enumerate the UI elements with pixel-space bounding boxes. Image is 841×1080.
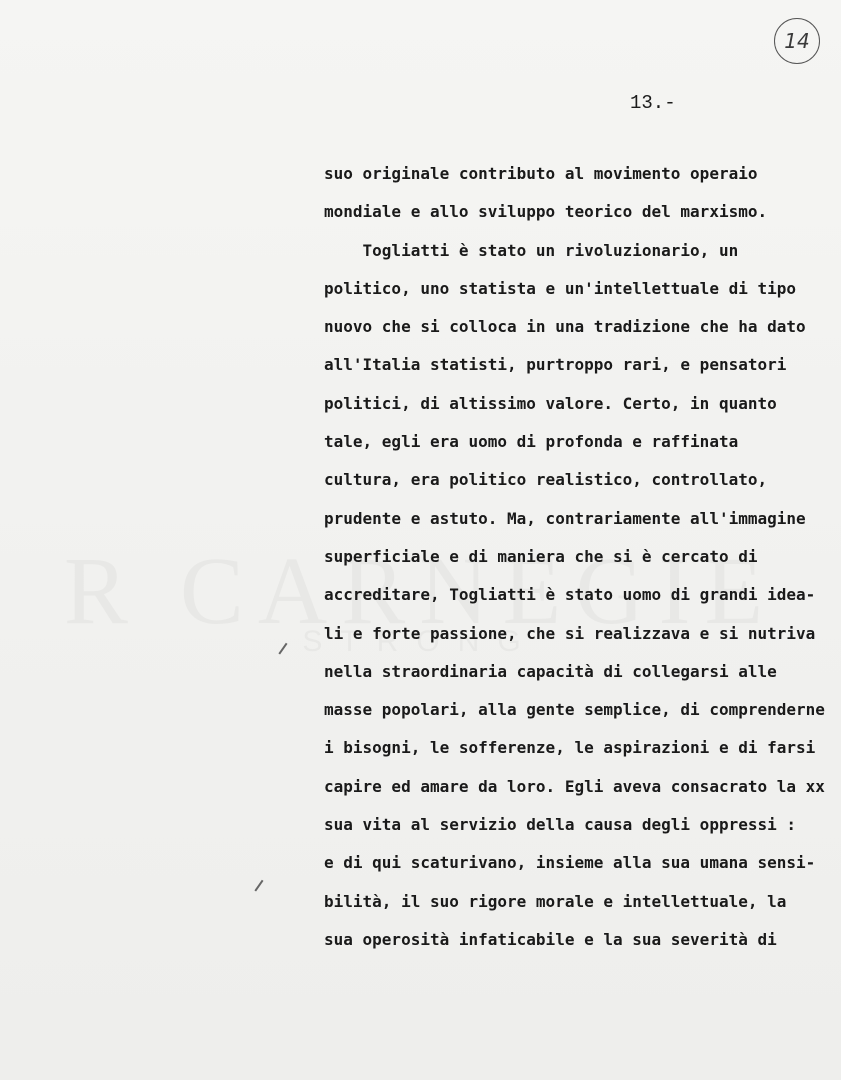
text-line: accreditare, Togliatti è stato uomo di grandi idea- — [324, 585, 816, 605]
text-line: nuovo che si colloca in una tradizione che ha dato — [324, 317, 806, 337]
text-line: superficiale e di maniera che si è cercato di — [324, 546, 758, 566]
text-line: bilità, il suo rigore morale e intellettuale, la — [324, 891, 787, 911]
text-line: cultura, era politico realistico, controllato, — [324, 470, 768, 490]
text-line: nella straordinaria capacità di collegarsi alle — [324, 661, 777, 681]
pencil-mark — [254, 880, 263, 892]
text-line: masse popolari, alla gente semplice, di comprenderne — [324, 700, 825, 720]
text-line: li e forte passione, che si realizzava e si nutriva — [324, 623, 816, 643]
text-line: mondiale e allo sviluppo teorico del marxismo. — [324, 202, 768, 222]
text-line: sua vita al servizio della causa degli oppressi : — [324, 815, 797, 835]
text-line: suo originale contributo al movimento operaio — [324, 164, 758, 183]
text-line: Togliatti è stato un rivoluzionario, un — [324, 240, 739, 260]
typed-body-text — [324, 155, 841, 959]
text-line: capire ed amare da loro. Egli aveva consacrato la xx — [324, 776, 825, 796]
archive-page-number-circled: 14 — [774, 18, 820, 64]
text-line: prudente e astuto. Ma, contrariamente all'immagine — [324, 508, 806, 528]
text-line: politico, uno statista e un'intellettuale di tipo — [324, 278, 797, 298]
text-line: i bisogni, le sofferenze, le aspirazioni e di farsi — [324, 738, 816, 758]
text-line: e di qui scaturivano, insieme alla sua umana sensi- — [324, 853, 816, 873]
text-line: sua operosità infaticabile e la sua severità di — [324, 929, 777, 949]
page-number: 13.- — [630, 92, 676, 114]
text-line: politici, di altissimo valore. Certo, in quanto — [324, 393, 777, 413]
text-line: all'Italia statisti, purtroppo rari, e pensatori — [324, 355, 787, 375]
text-line: tale, egli era uomo di profonda e raffinata — [324, 432, 739, 452]
